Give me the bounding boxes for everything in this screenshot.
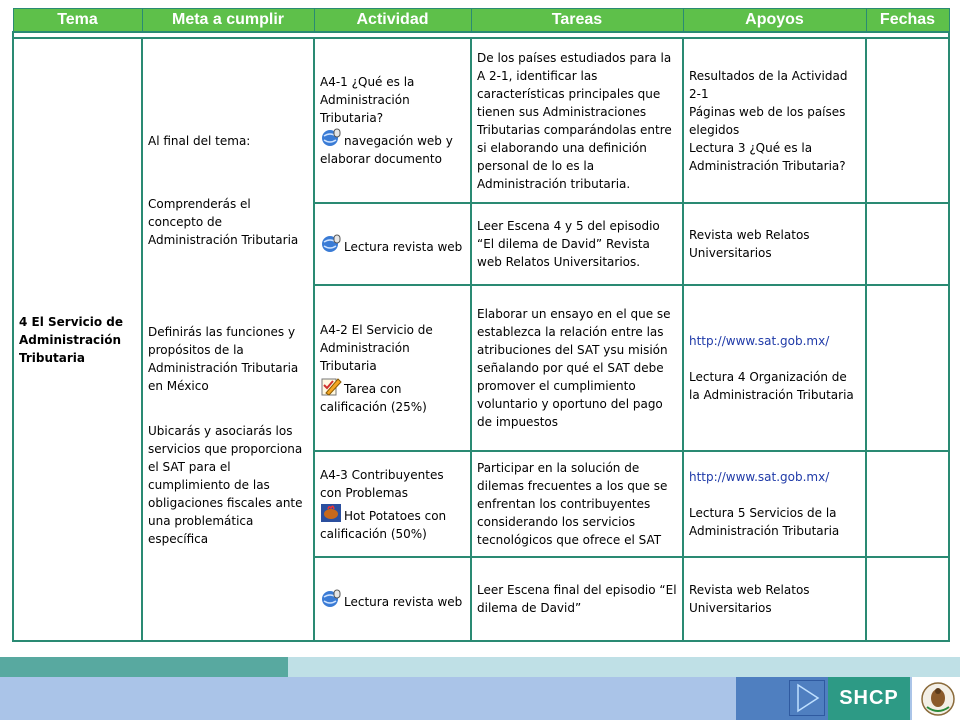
actividad-cell <box>314 203 471 285</box>
tareas-cell: Leer Escena 4 y 5 del episodio “El dilema de David” Revista web Relatos Universitarios. <box>471 203 683 285</box>
globe-mouse-icon <box>320 588 342 610</box>
actividad-text: Lectura revista web <box>344 594 463 609</box>
globe-mouse-icon <box>320 127 342 149</box>
tareas-cell: Participar en la solución de dilemas frecuentes a los que se enfrentan los contribuyentes considerando los servicios tecnológicos que ofrece el SAT <box>471 451 683 557</box>
fechas-cell <box>866 38 949 203</box>
header-actividad: Actividad <box>314 9 471 33</box>
meta-p1: Al final del tema: <box>148 133 251 148</box>
apoyos-cell: Resultados de la Actividad 2-1 Páginas web de los países elegidos Lectura 3 ¿Qué es la Administración Tributaria? <box>683 38 866 203</box>
meta-p3: Definirás las funciones y propósitos de la Administración Tributaria en México <box>148 324 299 393</box>
shcp-logo: SHCP <box>828 677 910 720</box>
meta-p2: Comprenderás el concepto de Administración Tributaria <box>148 196 299 247</box>
table-row <box>13 38 949 203</box>
actividad-desc <box>320 127 465 168</box>
apoyos-link[interactable]: http://www.sat.gob.mx/ <box>689 470 830 484</box>
actividad-text: Tarea con calificación (25%) <box>320 381 427 414</box>
fechas-cell <box>866 557 949 641</box>
apoyos-cell: Revista web Relatos Universitarios <box>683 203 866 285</box>
actividad-text: Lectura revista web <box>344 239 463 254</box>
hot-potatoes-icon <box>320 502 342 524</box>
fechas-cell <box>866 285 949 451</box>
pencil-paper-icon <box>320 375 342 397</box>
tema-cell: 4 El Servicio de Administración Tributaria <box>13 38 142 641</box>
meta-p4: Ubicarás y asociarás los servicios que proporciona el SAT para el cumplimiento de las obligaciones fiscales ante una problemática específica <box>148 423 303 546</box>
actividad-text: navegación web y elaborar documento <box>320 134 453 166</box>
actividad-cell <box>314 451 471 557</box>
apoyos-cell: Revista web Relatos Universitarios <box>683 557 866 641</box>
header-fechas: Fechas <box>866 9 949 33</box>
header-apoyos: Apoyos <box>683 9 866 33</box>
actividad-cell <box>314 285 471 451</box>
apoyos-cell <box>683 285 866 451</box>
meta-cell <box>142 38 314 641</box>
tareas-cell: De los países estudiados para la A 2-1, identificar las características principales que tienen sus Administraciones Tributarias comparándolas entre si elaborando una definición personal de lo es la Administración tributaria. <box>471 38 683 203</box>
fechas-cell <box>866 203 949 285</box>
footer-light-bar <box>288 657 960 677</box>
actividad-desc <box>320 502 465 543</box>
apoyos-text: Lectura 4 Organización de la Administración Tributaria <box>689 370 854 402</box>
actividad-title: A4-2 El Servicio de Administración Tributaria <box>320 322 433 373</box>
header-meta: Meta a cumplir <box>142 9 314 33</box>
actividad-text: Hot Potatoes con calificación (50%) <box>320 508 447 541</box>
actividad-cell <box>314 38 471 203</box>
tareas-cell: Leer Escena final del episodio “El dilema de David” <box>471 557 683 641</box>
header-tema: Tema <box>13 9 142 33</box>
actividad-desc <box>320 375 465 416</box>
actividad-cell <box>314 557 471 641</box>
activities-table <box>12 8 950 642</box>
fechas-cell <box>866 451 949 557</box>
apoyos-cell <box>683 451 866 557</box>
apoyos-link[interactable]: http://www.sat.gob.mx/ <box>689 334 830 348</box>
header-row <box>13 9 949 33</box>
tareas-cell: Elaborar un ensayo en el que se establezca la relación entre las atribuciones del SAT ysu misión señalando por qué el SAT debe promover el cumplimiento voluntario y oportuno del pago de impuestos <box>471 285 683 451</box>
header-tareas: Tareas <box>471 9 683 33</box>
play-arrow-icon[interactable] <box>789 680 825 716</box>
footer-accent-bar <box>0 657 288 677</box>
apoyos-text: Lectura 5 Servicios de la Administración Tributaria <box>689 506 840 538</box>
actividad-title: A4-3 Contribuyentes con Problemas <box>320 467 444 500</box>
globe-mouse-icon <box>320 233 342 255</box>
mexico-seal-icon <box>912 677 960 720</box>
actividad-title: A4-1 ¿Qué es la Administración Tributaria? <box>320 75 415 125</box>
